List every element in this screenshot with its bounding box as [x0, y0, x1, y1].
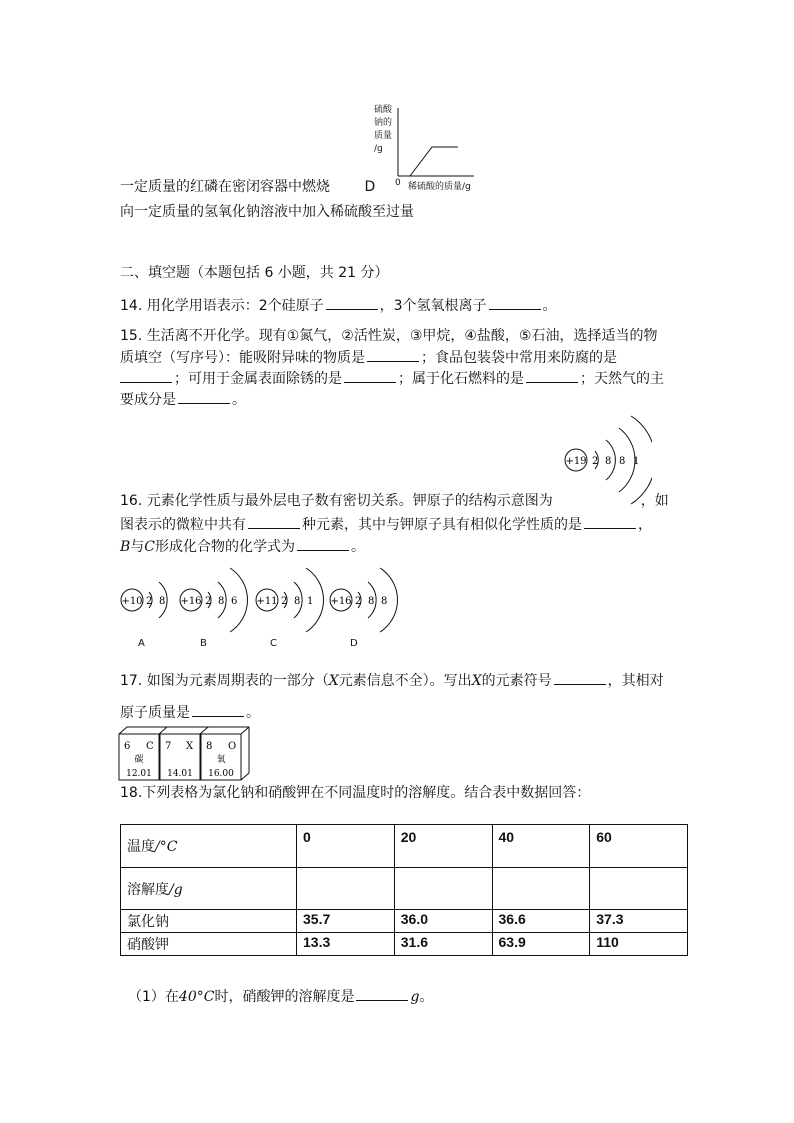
element-number: 7	[165, 741, 172, 752]
answer-blank[interactable]	[326, 294, 378, 310]
graph-origin: 0	[395, 178, 401, 188]
table-header-cell: 溶解度/g	[121, 868, 297, 910]
table-cell: 31.6	[394, 933, 492, 956]
question-18-intro: 18.下列表格为氯化钠和硝酸钾在不同温度时的溶解度。结合表中数据回答：	[120, 785, 591, 801]
question-16-line-3: B与C形成化合物的化学式为 。	[120, 535, 365, 558]
table-cell: 13.3	[297, 933, 395, 956]
answer-blank[interactable]	[584, 513, 636, 529]
svg-text:2: 2	[146, 596, 153, 607]
answer-blank[interactable]	[526, 367, 578, 383]
element-name: 碳	[134, 755, 144, 765]
answer-blank[interactable]	[120, 367, 172, 383]
particle-label-a: A	[138, 638, 145, 649]
element-mass: 12.01	[126, 769, 152, 779]
question-15-line-1: 15. 生活离不开化学。现有①氮气，②活性炭，③甲烷，④盐酸，⑤石油，选择适当的物	[120, 328, 658, 344]
element-symbol: C	[146, 741, 154, 752]
table-cell: 37.3	[590, 910, 688, 933]
svg-text:8: 8	[368, 596, 375, 607]
table-cell: 0	[297, 825, 395, 868]
answer-blank[interactable]	[554, 669, 606, 685]
graph-d	[360, 100, 490, 200]
answer-blank[interactable]	[344, 367, 396, 383]
particle-d	[328, 562, 400, 642]
table-row	[121, 910, 688, 933]
answer-blank[interactable]	[367, 346, 419, 362]
potassium-nucleus: +19	[565, 456, 587, 467]
answer-blank[interactable]	[356, 985, 408, 1001]
element-number: 6	[124, 741, 131, 752]
svg-text:8: 8	[218, 596, 225, 607]
particle-c	[254, 562, 326, 642]
svg-text:8: 8	[381, 596, 388, 607]
answer-blank[interactable]	[178, 388, 230, 404]
particle-label-d: D	[350, 638, 358, 649]
question-15-line-3: ；可用于金属表面除锈的是 ；属于化石燃料的是 ；天然气的主	[120, 367, 664, 390]
table-cell	[492, 868, 590, 910]
option-d-text: 向一定质量的氢氧化钠溶液中加入稀硫酸至过量	[120, 204, 414, 220]
svg-text:+10: +10	[121, 596, 143, 607]
particle-b	[178, 562, 250, 642]
table-cell: 63.9	[492, 933, 590, 956]
potassium-shell: 1	[633, 456, 640, 467]
potassium-shell: 8	[619, 456, 626, 467]
question-17-line-1: 17. 如图为元素周期表的一部分（X元素信息不全）。写出X的元素符号 ，其相对	[120, 669, 664, 692]
table-cell	[590, 868, 688, 910]
option-c-text: 一定质量的红磷在密闭容器中燃烧 D	[120, 179, 376, 195]
potassium-shell: 2	[592, 456, 599, 467]
element-mass: 14.01	[167, 769, 193, 779]
svg-text:+16: +16	[180, 596, 202, 607]
table-cell	[297, 868, 395, 910]
table-row	[121, 868, 688, 910]
question-14: 14. 用化学用语表示：2个硅原子 ，3个氢氧根离子 。	[120, 294, 557, 317]
graph-line	[410, 147, 458, 176]
graph-ylabel: 硫酸 钠的 质量 /g	[374, 105, 393, 154]
table-row	[121, 825, 688, 868]
svg-text:+11: +11	[256, 596, 278, 607]
table-header-cell: 温度/°C	[121, 825, 297, 868]
answer-blank[interactable]	[192, 701, 244, 717]
question-17-line-2: 原子质量是 。	[120, 701, 260, 724]
table-cell: 36.6	[492, 910, 590, 933]
table-row	[121, 933, 688, 956]
question-16-line-1: 16. 元素化学性质与最外层电子数有密切关系。钾原子的结构示意图为 ，如	[120, 493, 669, 509]
table-row-label: 氯化钠	[121, 910, 297, 933]
svg-text:2: 2	[281, 596, 288, 607]
table-cell: 36.0	[394, 910, 492, 933]
table-cell: 20	[394, 825, 492, 868]
svg-text:8: 8	[294, 596, 301, 607]
question-15-line-2: 质填空（写序号）：能吸附异味的物质是 ；食品包装袋中常用来防腐的是	[120, 346, 617, 369]
answer-blank[interactable]	[297, 535, 349, 551]
svg-text:2: 2	[205, 596, 212, 607]
element-mass: 16.00	[208, 769, 234, 779]
table-cell: 60	[590, 825, 688, 868]
section-title: 二、填空题（本题包括 6 小题，共 21 分）	[120, 265, 389, 281]
particle-label-b: B	[200, 638, 207, 649]
particle-label-c: C	[270, 638, 277, 649]
table-cell: 35.7	[297, 910, 395, 933]
question-18-part-1: （1）在40°C时，硝酸钾的溶解度是 g。	[128, 985, 433, 1008]
answer-blank[interactable]	[489, 294, 541, 310]
svg-text:6: 6	[231, 596, 238, 607]
svg-text:+16: +16	[330, 596, 352, 607]
table-row-label: 硝酸钾	[121, 933, 297, 956]
table-cell	[394, 868, 492, 910]
particle-diagrams	[118, 562, 418, 652]
element-number: 8	[206, 741, 213, 752]
option-d-label: D	[364, 179, 376, 195]
question-15-line-4: 要成分是 。	[120, 388, 246, 411]
svg-text:2: 2	[355, 596, 362, 607]
svg-text:1: 1	[307, 596, 314, 607]
potassium-shell: 8	[605, 456, 612, 467]
svg-text:8: 8	[159, 596, 166, 607]
element-symbol: O	[228, 741, 237, 752]
table-cell: 110	[590, 933, 688, 956]
element-name: 氧	[216, 755, 226, 765]
graph-xlabel: 稀硫酸的质量/g	[408, 182, 471, 192]
table-cell: 40	[492, 825, 590, 868]
element-symbol: X	[186, 741, 194, 752]
periodic-table-fragment	[118, 726, 268, 784]
solubility-table	[120, 824, 688, 956]
question-16-line-2: 图表示的微粒中共有 种元素，其中与钾原子具有相似化学性质的是 ，	[120, 513, 652, 536]
answer-blank[interactable]	[248, 513, 300, 529]
